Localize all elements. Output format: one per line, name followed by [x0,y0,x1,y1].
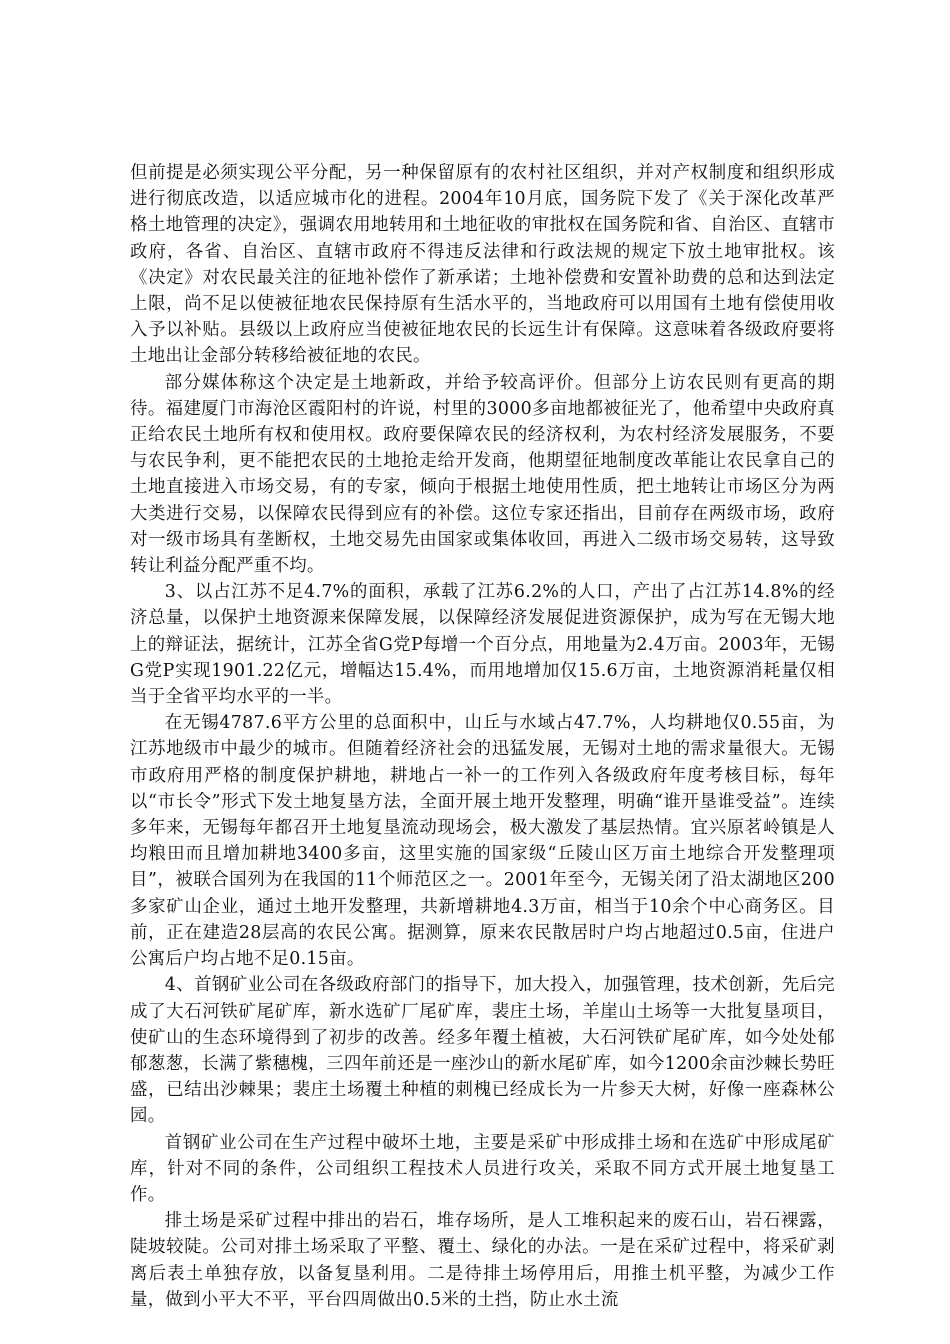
paragraph-3: 3、以占江苏不足4.7%的面积，承载了江苏6.2%的人口，产出了占江苏14.8%的经济总量，以保护土地资源来保障发展，以保障经济发展促进资源保护，成为写在无锡大地上的辩证法，据统计，江苏全省G党P每增一个百分点，用地量为2.4万亩。2003年，无锡G党P实现1901.22亿元，增幅达15.4%，而用地增加仅15.6万亩，土地资源消耗量仅相当于全省平均水平的一半。 [130,582,835,708]
paragraph-5: 4、首钢矿业公司在各级政府部门的指导下，加大投入，加强管理，技术创新，先后完成了大石河铁矿尾矿库，新水选矿厂尾矿库，裴庄土场，羊崖山土场等一大批复垦项目，使矿山的生态环境得到了初步的改善。经多年覆土植被，大石河铁矿尾矿库，如今处处郁郁葱葱，长满了紫穗槐，三四年前还是一座沙山的新水尾矿库，如今1200余亩沙棘长势旺盛，已结出沙棘果；裴庄土场覆土种植的刺槐已经成长为一片参天大树，好像一座森林公园。 [130,975,835,1127]
paragraph-1: 但前提是必须实现公平分配，另一种保留原有的农村社区组织，并对产权制度和组织形成进行彻底改造，以适应城市化的进程。2004年10月底，国务院下发了《关于深化改革严格土地管理的决定》，强调农用地转用和土地征收的审批权在国务院和省、自治区、直辖市政府，各省、自治区、直辖市政府不得违反法律和行政法规的规定下放土地审批权。该《决定》对农民最关注的征地补偿作了新承诺；土地补偿费和安置补助费的总和达到法定上限，尚不足以使被征地农民保持原有生活水平的，当地政府可以用国有土地有偿使用收入予以补贴。县级以上政府应当使被征地农民的长远生计有保障。这意味着各级政府要将土地出让金部分转移给被征地的农民。 [130,163,835,367]
paragraph-6: 首钢矿业公司在生产过程中破坏土地，主要是采矿中形成排土场和在选矿中形成尾矿库，针对不同的条件，公司组织工程技术人员进行攻关，采取不同方式开展土地复垦工作。 [130,1132,835,1205]
paragraph-4: 在无锡4787.6平方公里的总面积中，山丘与水域占47.7%，人均耕地仅0.55亩，为江苏地级市中最少的城市。但随着经济社会的迅猛发展，无锡对土地的需求量很大。无锡市政府用严格的制度保护耕地，耕地占一补一的工作列入各级政府年度考核目标，每年以“市长令”形式下发土地复垦方法，全面开展土地开发整理，明确“谁开垦谁受益”。连续多年来，无锡每年都召开土地复垦流动现场会，极大激发了基层热情。宜兴原茗岭镇是人均粮田而且增加耕地3400多亩，这里实施的国家级“丘陵山区万亩土地综合开发整理项目”，被联合国列为在我国的11个师范区之一。2001年至今，无锡关闭了沿太湖地区200多家矿山企业，通过土地开发整理，共新增耕地4.3万亩，相当于10余个中心商务区。目前，正在建造28层高的农民公寓。据测算，原来农民散居时户均占地超过0.5亩，住进户公寓后户均占地不足0.15亩。 [130,713,835,970]
document-page [130,160,835,1313]
paragraph-7: 排土场是采矿过程中排出的岩石，堆存场所，是人工堆积起来的废石山，岩石裸露，陡坡较陡。公司对排土场采取了平整、覆土、绿化的办法。一是在采矿过程中，将采矿剥离后表土单独存放，以备复垦利用。二是待排土场停用后，用推土机平整，为减少工作量，做到小平大不平，平台四周做出0.5米的土挡，防止水土流 [130,1211,835,1310]
paragraph-2: 部分媒体称这个决定是土地新政，并给予较高评价。但部分上访农民则有更高的期待。福建厦门市海沧区霞阳村的许说，村里的3000多亩地都被征光了，他希望中央政府真正给农民土地所有权和使用权。政府要保障农民的经济权利，为农村经济发展服务，不要与农民争利，更不能把农民的土地抢走给开发商，他期望征地制度改革能让农民拿自己的土地直接进入市场交易，有的专家，倾向于根据土地使用性质，把土地转让市场区分为两大类进行交易，以保障农民得到应有的补偿。这位专家还指出，目前存在两级市场，政府对一级市场具有垄断权，土地交易先由国家或集体收回，再进入二级市场交易转，这导致转让利益分配严重不均。 [130,372,835,577]
